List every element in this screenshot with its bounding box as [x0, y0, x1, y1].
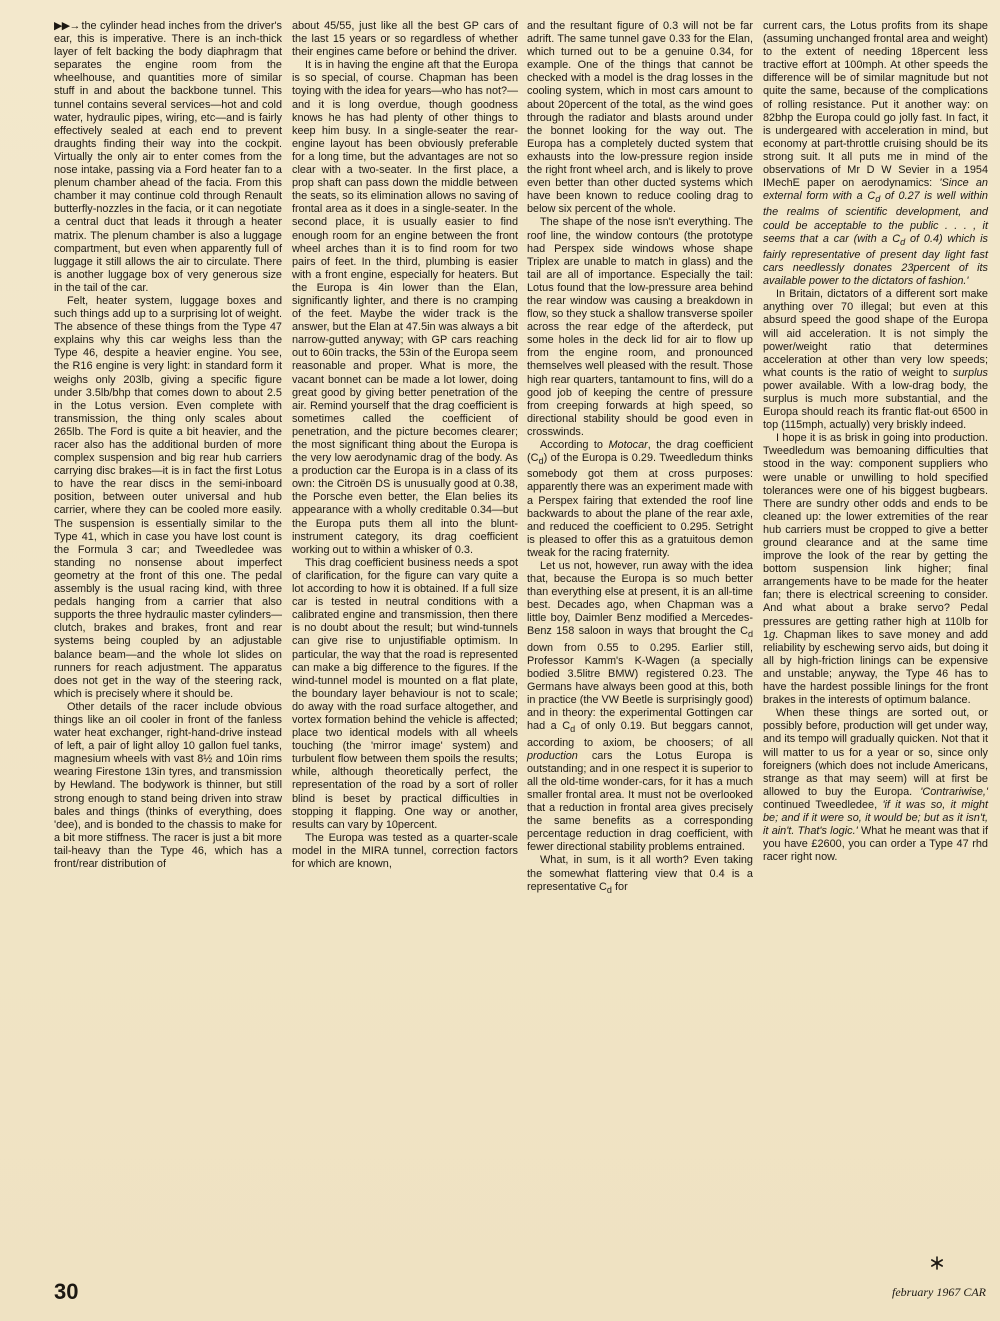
italic-text: Motocar [608, 439, 648, 451]
page-number: 30 [54, 1279, 79, 1304]
subscript: d [570, 724, 576, 735]
text-run: In Britain, dictators of a different sort make anything over 70 illegal; but even at this absurd speed the good shape of the Europa will aid acceleration. It is not simply the power/weight ratio that determines acceleration at other than very low speeds; what counts is the ratio of weight to [763, 288, 988, 379]
paragraph [292, 832, 518, 871]
text-run: cars the Lotus Europa is outstanding; and in one respect it is superior to all the old-time wonder-cars, for it has a much smaller frontal area. It must not be overlooked that a reduction in frontal area gives precisely the same benefits as a corresponding percentage reduction in drag coefficient, with fewer directional stability problems entrained. [527, 749, 753, 854]
text-run: What he meant was that if you have £2600, you can order a Type 47 rhd racer right now. [763, 825, 989, 864]
end-of-article-snowflake-icon [930, 1256, 944, 1270]
italic-text: g [769, 628, 776, 641]
paragraph [54, 20, 282, 295]
text-run: power available. With a low-drag body, the surplus is much more substantial, and the Europa should reach its frantic flat-out 6500 in top (115mph, actually) very briskly indeed. [763, 379, 988, 432]
text-run: ) of the Europa is 0.29. Tweedledum thinks somebody got them at cross purposes: apparently there was an experiment made with a Perspex fairing that extended the roof line backwards to about the plane of the rear axle, and reduced the coefficient to 0.295. Setright is pleased to offer this as a gratuitous demon tweak for the racing fraternity. [527, 452, 753, 559]
subscript: d [538, 456, 544, 467]
paragraph [292, 557, 518, 832]
text-run: The Europa was tested as a quarter-scale model in the MIRA tunnel, correction factors for which are known, [292, 831, 518, 870]
text-run: What, in sum, is it all worth? Even taking the somewhat flattering view that 0.4 is a representative C [527, 854, 753, 893]
text-run: Other details of the racer include obvious things like an oil cooler in front of the fanless water heat exchanger, right-hand-drive instead of left, a pair of light alloy 10 gallon fuel tanks, magnesium wheels with vast 8½ and 10in rims wearing Firestone 13in tyres, and transmission by Hewland. The bodywork is thinner, but still strong enough to stand being driven into straw bales and things (thinks of everything, does 'dee), and is bonded to the chassis to make for a bit more stiffness. The racer is just a bit more tail-heavy than the Type 46, which has a front/rear distribution of [54, 700, 282, 870]
text-run: and the resultant figure of 0.3 will not be far adrift. The same tunnel gave 0.33 for the Elan, which turned out to be a genuine 0.34, for example. One of the things that cannot be checked with a model is the drag losses in the cooling system, which in most cars amount to about 20percent of the total, as the wind goes through the radiator and blasts around under the bonnet looking for the way out. The Europa has a completely ducted system that exhausts into the low-pressure region inside the right front wheel arch, and is likely to prove even better than other ducted systems which have been known to reduce cooling drag to below six percent of the whole. [527, 20, 753, 216]
italic-text: of 0.4) which is fairly representative of present day light fast cars needlessly donates 23percent of its available power to the dictators of fashion.' [763, 232, 989, 288]
text-run: Let us not, however, run away with the idea that, because the Europa is so much better than everything else at present, it is an all-time best. Decades ago, when Chapman was a little boy, Daimler Benz modified a Mercedes-Benz 158 saloon in ways that brought the C [527, 560, 753, 638]
text-run: . Chapman likes to save money and add reliability by eschewing servo aids, but doing it all by high-friction linings can be expensive and unstable; anyway, the Type 46 has to have the hardest possible linings for the front brakes in the interests of optimum balance. [763, 628, 988, 707]
text-run: It is in having the engine aft that the Europa is so special, of course. Chapman has been toying with the idea for years—who has not?—and it is long overdue, though goodness knows he has had plenty of other things to keep him busy. In a single-seater the rear-engine layout has been obviously preferable for a long time, but the advantages are not so clear with a two-seater. In the first place, a prop shaft can pass down the middle between the seats, so its elimination allows no saving of frontal area as it does in a single-seater. In the second place, it is usually easier to find enough room for an engine between the front wheel arches than it is to find room for two pairs of feet. In the third, plumbing is easier with a front engine, especially for heaters. But the Europa is 4in lower than the Elan, significantly lighter, and there is no cramping of the feet. Maybe the wider track is the answer, but the Elan at 47.5in was always a bit narrow-gutted anyway; with GP cars reaching out to 60in tracks, the 53in of the Europa seem reasonable and proper. What is more, the vacant bonnet can be made a lot lower, doing great good by giving better penetration of the air. Remind yourself that the drag coefficient is sometimes called the coefficient of penetration, and the picture becomes clearer; the most significant thing about the Europa is the very low aerodynamic drag of the body. As a production car the Europa is in a class of its own: the Citroën DS is unusually good at 0.38, the Porsche even better, the Elan belies its appearance with a wholly creditable 0.34—but the Europa puts them all into the blunt-instrument category, its drag coefficient working out to within a whisker of 0.3. [292, 59, 518, 556]
italic-text: 'Contrariwise,' [920, 785, 988, 798]
article-column-1 [54, 20, 282, 871]
subscript: d [606, 884, 612, 895]
paragraph [292, 59, 518, 557]
paragraph [763, 288, 988, 432]
text-run: This drag coefficient business needs a spot of clarification, for the figure can vary quite a lot according to how it is obtained. If a full size car is tested in neutral conditions with a calibrated engine and transmission, then there is no doubt about the result; but wind-tunnels can give rise to unjustifiable optimism. In particular, the way that the road is represented can make a big difference to the figures. If the wind-tunnel model is mounted on a flat plate, the boundary layer behaviour is not to scale; do away with the road surface altogether, and vortex formation behind the vehicle is affected; place two identical models with all wheels touching (the 'mirror image' system) and turbulent flow between them spoils the results; while, although theoretically perfect, the representation of the road by a sort of roller blind is beset by practical difficulties in stopping it flapping. One way or another, results can vary by 10percent. [292, 556, 518, 831]
paragraph [763, 20, 988, 288]
text-run: the cylinder head inches from the driver's ear, this is imperative. There is an inch-thick layer of felt backing the body diaphragm that separates the engine room from the wheelhouse, and quantities more of similar stuff in and about the backbone tunnel. This tunnel contains several services—hot and cold water, hydraulic pipes, wiring, etc—and is fairly effectively sealed at each end to prevent draughts finding their way into the cockpit. Virtually the only air to enter comes from the nose intake, passing via a Ford heater fan to a plenum chamber ahead of the facia. From this chamber it may continue cold through Renault butterfly-nozzles in the facia, or it can negotiate a central duct that leads it through a heater matrix. The plenum chamber is also a luggage compartment, but even when apparently full of luggage it still allows the air to circulate. There is another luggage box of very generous size in the tail of the car. [54, 20, 282, 294]
paragraph [527, 854, 753, 896]
text-run: current cars, the Lotus profits from its shape (assuming unchanged frontal area and weight) to the extent of needing 18percent less tractive effort at 100mph. At other speeds the difference will be of similar magnitude but not quite the same, because of the complications of rolling resistance. Put it another way: on 82bhp the Europa could go jolly fast. In fact, it is undergeared with acceleration in mind, but economy at part-throttle cruising should be its strong suit. It all puts me in mind of the observations of Mr D W Sevier in a 1954 IMechE paper on aerodynamics: [763, 20, 988, 190]
italic-text: of 0.27 is well within the realms of scientific development, and could be acceptable to the public . . . , it seems that a car (with a C [763, 190, 988, 245]
continuation-arrow-icon: ▶▶→ [54, 20, 80, 32]
paragraph [763, 707, 988, 864]
paragraph [527, 560, 753, 854]
text-run: of only 0.19. But beggars cannot, according to axiom, be choosers; of all [527, 720, 753, 749]
italic-text: 'Since an external form with a C [763, 177, 988, 203]
article-column-2 [292, 20, 518, 871]
paragraph [54, 701, 282, 871]
article-column-4 [763, 20, 988, 864]
paragraph [763, 432, 988, 707]
italic-text: surplus [952, 366, 988, 379]
text-run: According to [540, 439, 609, 451]
text-run: The shape of the nose isn't everything. The roof line, the window contours (the prototype had Perspex side windows whose shape Triplex are unable to match in glass) and the tail are all of importance. Especially the tail: Lotus found that the low-pressure area behind the rear window was causing a breakdown in flow, so they stuck a shallow transverse spoiler across the rear edge of the afterdeck, put some holes in the deck lid for air to flow up from the engine room, and pronounced themselves well pleased with the result. Those high rear quarters, tantamount to fins, will do a good job of keeping the centre of pressure from creeping forwards at high speed, so directional stability should be good even in crosswinds. [527, 216, 753, 438]
italic-text: 'if it was so, it might be; and if it were so, it would be; but as it isn't, it ain't. That's logic.' [763, 798, 988, 838]
paragraph [527, 439, 753, 560]
issue-footer: february 1967 CAR [892, 1285, 986, 1299]
text-run: , the drag coefficient (C [527, 439, 753, 465]
paragraph [54, 295, 282, 701]
text-run: down from 0.55 to 0.295. Earlier still, Professor Kamm's K-Wagen (a specially bodied 3.5litre BMW) registered 0.23. The Germans have always been good at this, both in practice (the VW Beetle is surprisingly good) and in theory: the experimental Gottingen car had a C [527, 641, 753, 733]
paragraph [527, 216, 753, 439]
article-column-3 [527, 20, 753, 897]
paragraph [527, 20, 753, 216]
paragraph [292, 20, 518, 59]
subscript: d [875, 194, 881, 205]
subscript: d [747, 629, 753, 640]
text-run: about 45/55, just like all the best GP cars of the last 15 years or so regardless of whether their engines came before or behind the driver. [292, 20, 518, 59]
text-run: Felt, heater system, luggage boxes and such things add up to a surprising lot of weight. The absence of these things from the Type 47 explains why this car weighs less than the Type 46, despite a heavier engine. You see, the R16 engine is very light: in standard form it weighs only 203lb, giving a specific figure under 3.5lb/bhp that comes down to about 2.5 in the Lotus version. Even complete with transmission, the thing only scales about 265lb. The Ford is quite a bit heavier, and the racer also has the additional burden of more complex suspension and big rear hub carriers carrying disc brakes—it is in fact the first Lotus to have the rear discs in the semi-inboard position, between outer universal and hub carrier, where they can be cooled more easily. The suspension is essentially similar to the Type 41, which in case you have lost count is the Formula 3 car; and Tweedledee was standing no nonsense about imperfect geometry at the front of this one. The pedal assembly is the usual racing kind, with three pedals hanging from a carrier that also supports the three hydraulic master cylinders—clutch, brakes and brakes, front and rear systems being coupled by an adjustable balance beam—and the whole lot slides on runners for reach adjustment. The apparatus does not get in the way of the steering rack, which is precisely where it should be. [54, 294, 282, 700]
text-run: I hope it is as brisk in going into production. Tweedledum was bemoaning difficulties that stood in the way: component suppliers who were unable or unwilling to hold specified tolerances were one of his biggest bugbears. There are sundry other odds and ends to be cleaned up: the lower extremities of the rear hub carriers must be cropped to give a better ground clearance and at the same time improve the look of the rear by getting the bottom suspension link higher; final arrangements have to be made for the heater fan; there is electrical screening to consider. And what about a brake servo? Pedal pressures are getting rather high at 110lb for 1 [763, 432, 988, 641]
text-run: for [611, 880, 628, 893]
subscript: d [900, 236, 906, 247]
italic-text: production [527, 749, 578, 762]
text-run: When these things are sorted out, or possibly before, production will get under way, and its tempo will gradually quicken. Not that it will matter to us for a year or so, since only foreigners (which does not include Americans, strange as that may seem) will at first be allowed to buy the Europa. [763, 707, 988, 798]
text-run: continued Tweedledee, [763, 798, 883, 811]
